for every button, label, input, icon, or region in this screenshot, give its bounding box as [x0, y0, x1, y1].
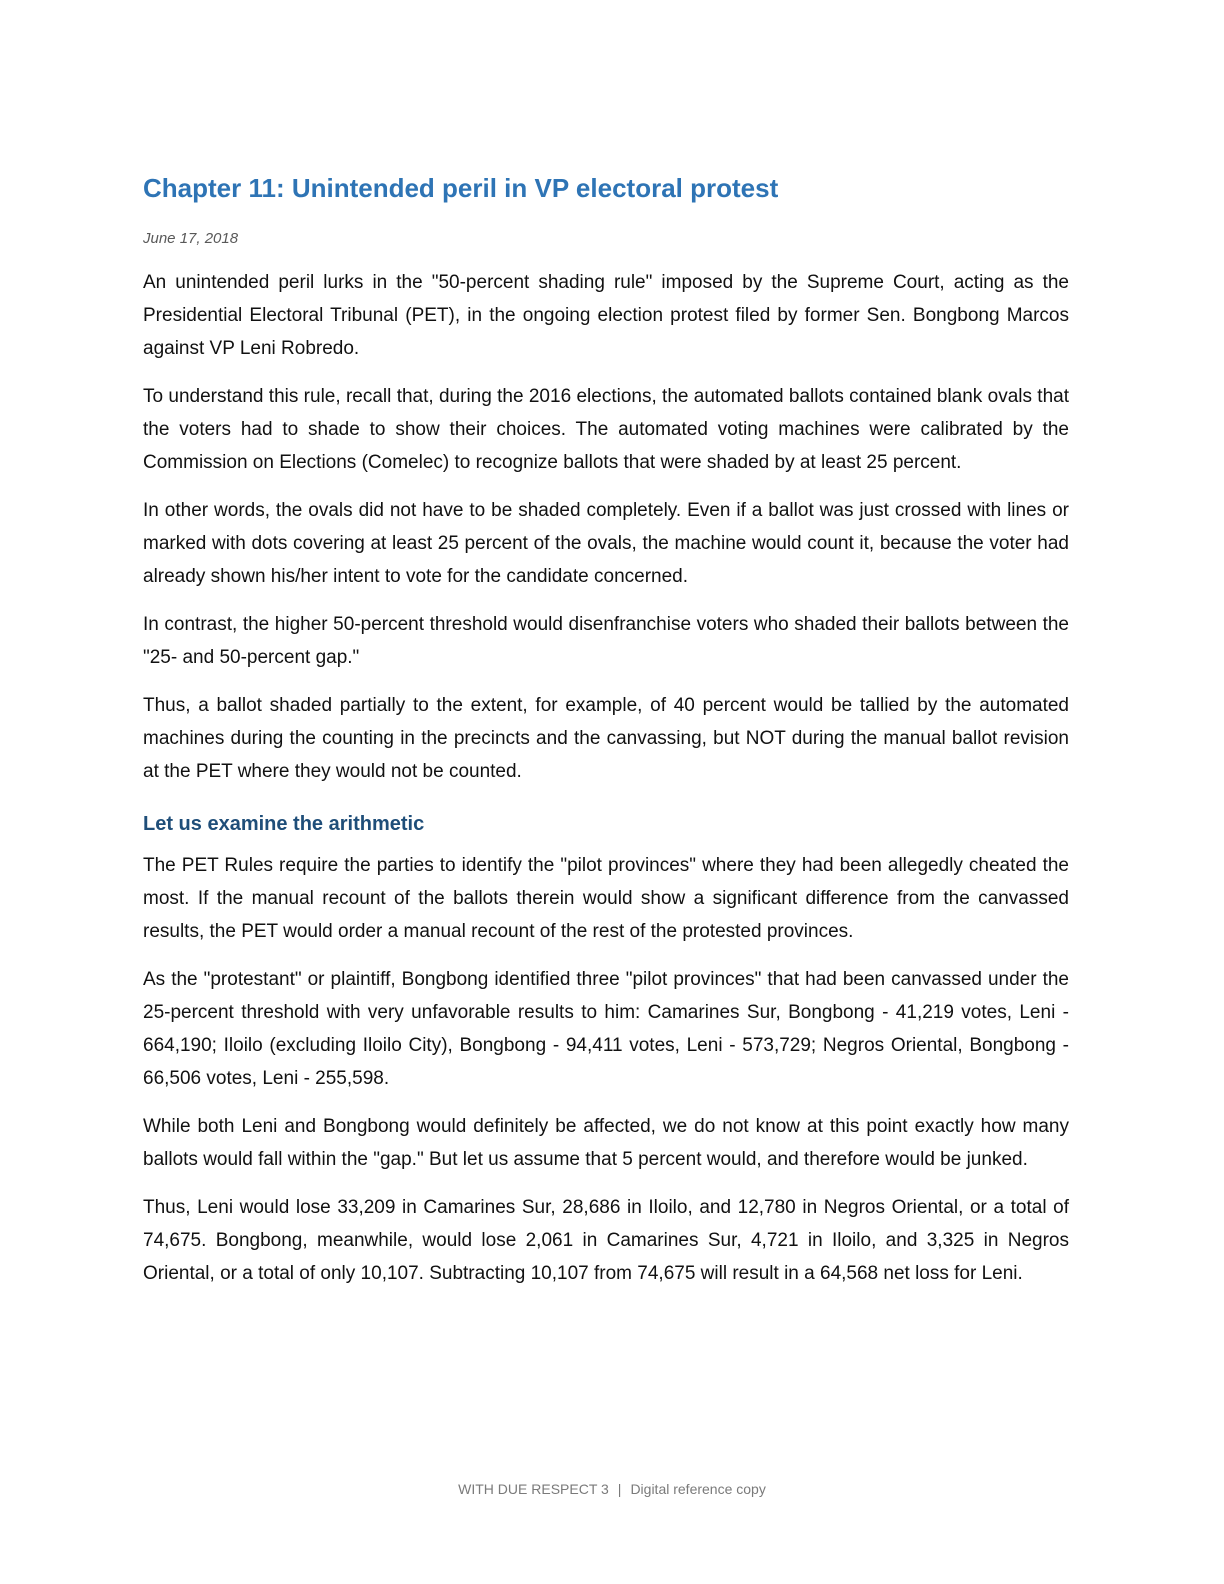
body-paragraph: Thus, a ballot shaded partially to the extent, for example, of 40 percent would be tallied by the automated machines during the counting in the precincts and the canvassing, but NOT during the manual ballot revision at the PET where they would not be counted. — [143, 695, 1069, 782]
body-paragraph: The PET Rules require the parties to identify the "pilot provinces" where they had been allegedly cheated the most. If the manual recount of the ballots therein would show a significant difference from the canvassed results, the PET would order a manual recount of the rest of the protested provinces. — [143, 855, 1069, 942]
body-paragraph: To understand this rule, recall that, during the 2016 elections, the automated ballots contained blank ovals that the voters had to shade to show their choices. The automated voting machines were calibrated by the Commission on Elections (Comelec) to recognize ballots that were shaded by at least 25 percent. — [143, 386, 1069, 473]
publication-date: June 17, 2018 — [143, 230, 239, 247]
body-paragraph: While both Leni and Bongbong would definitely be affected, we do not know at this point exactly how many ballots would fall within the "gap." But let us assume that 5 percent would, and therefore would be junked. — [143, 1116, 1069, 1170]
body-paragraph: As the "protestant" or plaintiff, Bongbong identified three "pilot provinces" that had been canvassed under the 25-percent threshold with very unfavorable results to him: Camarines Sur, Bongbong - 41,219 votes, Leni - 664,190; Iloilo (excluding Iloilo City), Bongbong - 94,411 votes, Leni - 573,729; Negros Oriental, Bongbong - 66,506 votes, Leni - 255,598. — [143, 969, 1069, 1089]
chapter-title: Chapter 11: Unintended peril in VP electoral protest — [143, 173, 779, 203]
body-paragraph: In contrast, the higher 50-percent threshold would disenfranchise voters who shaded their ballots between the "25- and 50-percent gap." — [143, 614, 1069, 668]
footer-page-label: WITH DUE RESPECT 3 — [458, 1481, 609, 1497]
body-paragraph: An unintended peril lurks in the "50-percent shading rule" imposed by the Supreme Court, acting as the Presidential Electoral Tribunal (PET), in the ongoing election protest filed by former Sen. Bongbong Marcos against VP Leni Robredo. — [143, 272, 1069, 359]
footer-copy-label: Digital reference copy — [630, 1481, 766, 1497]
footer-separator: | — [617, 1481, 622, 1497]
body-paragraph: Thus, Leni would lose 33,209 in Camarines Sur, 28,686 in Iloilo, and 12,780 in Negros Oriental, or a total of 74,675. Bongbong, meanwhile, would lose 2,061 in Camarines Sur, 4,721 in Iloilo, and 3,325 in Negros Oriental, or a total of only 10,107. Subtracting 10,107 from 74,675 will result in a 64,568 net loss for Leni. — [143, 1197, 1069, 1284]
body-paragraph: In other words, the ovals did not have to be shaded completely. Even if a ballot was just crossed with lines or marked with dots covering at least 25 percent of the ovals, the machine would count it, because the voter had already shown his/her intent to vote for the candidate concerned. — [143, 500, 1069, 587]
section-heading: Let us examine the arithmetic — [143, 813, 425, 835]
page-footer — [0, 1478, 1224, 1500]
document-page — [143, 168, 1069, 1305]
